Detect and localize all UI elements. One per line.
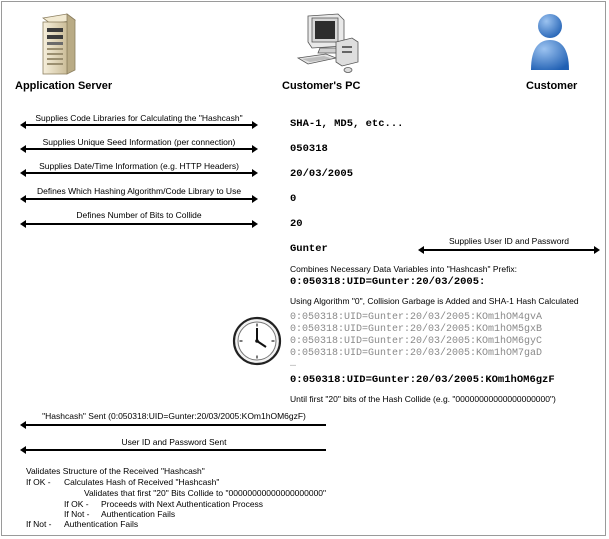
hash-attempt: 0:050318:UID=Gunter:20/03/2005:KOm1hOM5gxB [290, 324, 543, 335]
application-server-label: Application Server [15, 80, 113, 92]
validation-text: Authentication Fails [101, 509, 176, 519]
prefix-caption: Combines Necessary Data Variables into "Hashcash" Prefix: [290, 264, 517, 274]
arrow-label-bits: Defines Number of Bits to Collide [76, 210, 202, 220]
arrow-label-algorithm: Defines Which Hashing Algorithm/Code Library to Use [36, 186, 242, 196]
hash-attempt: 0:050318:UID=Gunter:20/03/2005:KOm1hOM7gaD [290, 348, 543, 359]
clock-icon [232, 316, 282, 371]
customer-pc-icon [296, 12, 360, 81]
arrow-bits [22, 223, 256, 225]
arrow-user-id [420, 249, 598, 251]
validation-text: Calculates Hash of Received "Hashcash" [64, 477, 220, 487]
value-datetime: 20/03/2005 [290, 168, 354, 180]
validation-key: If OK - [64, 499, 89, 509]
arrow-label-datetime: Supplies Date/Time Information (e.g. HTTP Headers) [39, 161, 239, 171]
validation-title: Validates Structure of the Received "Hashcash" [26, 466, 205, 476]
value-seed: 050318 [290, 143, 328, 155]
hash-result: 0:050318:UID=Gunter:20/03/2005:KOm1hOM6gzF [290, 374, 555, 386]
prefix-value: 0:050318:UID=Gunter:20/03/2005: [290, 276, 486, 288]
collision-condition: Until first "20" bits of the Hash Collide (e.g. "00000000000000000000") [290, 394, 556, 404]
validation-text: Proceeds with Next Authentication Process [101, 499, 264, 509]
validation-key: If Not - [64, 509, 90, 519]
value-bits: 20 [290, 218, 303, 230]
hash-attempt: 0:050318:UID=Gunter:20/03/2005:KOm1hOM6gyC [290, 336, 543, 347]
customer-user-icon [528, 12, 572, 77]
arrow-datetime [22, 172, 256, 174]
application-server-icon [37, 12, 77, 81]
arrow-label-seed: Supplies Unique Seed Information (per connection) [42, 137, 236, 147]
validation-key: If Not - [26, 519, 52, 529]
value-algorithm: 0 [290, 193, 297, 205]
customer-label: Customer [526, 80, 578, 92]
customer-pc-label: Customer's PC [282, 80, 361, 92]
arrow-credentials-sent [22, 449, 326, 451]
arrow-label-credentials-sent: User ID and Password Sent [121, 437, 227, 447]
validation-text: Authentication Fails [64, 519, 139, 529]
arrow-seed [22, 148, 256, 150]
arrow-label-hashcash-sent: "Hashcash" Sent (0:050318:UID=Gunter:20/03/2005:KOm1hOM6gzF) [42, 411, 306, 421]
validation-text: Validates that first "20" Bits Collide to "00000000000000000000" [84, 488, 327, 498]
hash-ellipsis: … [290, 359, 297, 370]
hash-attempt: 0:050318:UID=Gunter:20/03/2005:KOm1hOM4gvA [290, 312, 543, 323]
arrow-code-libraries [22, 124, 256, 126]
arrow-algorithm [22, 198, 256, 200]
hashing-caption: Using Algorithm "0", Collision Garbage is Added and SHA-1 Hash Calculated [290, 296, 579, 306]
arrow-label-code-libraries: Supplies Code Libraries for Calculating the "Hashcash" [35, 113, 243, 123]
validation-key: If OK - [26, 477, 51, 487]
value-code-libraries: SHA-1, MD5, etc... [290, 118, 404, 130]
arrow-label-user-id: Supplies User ID and Password [448, 236, 569, 246]
value-user-id: Gunter [290, 243, 328, 255]
arrow-hashcash-sent [22, 424, 326, 426]
